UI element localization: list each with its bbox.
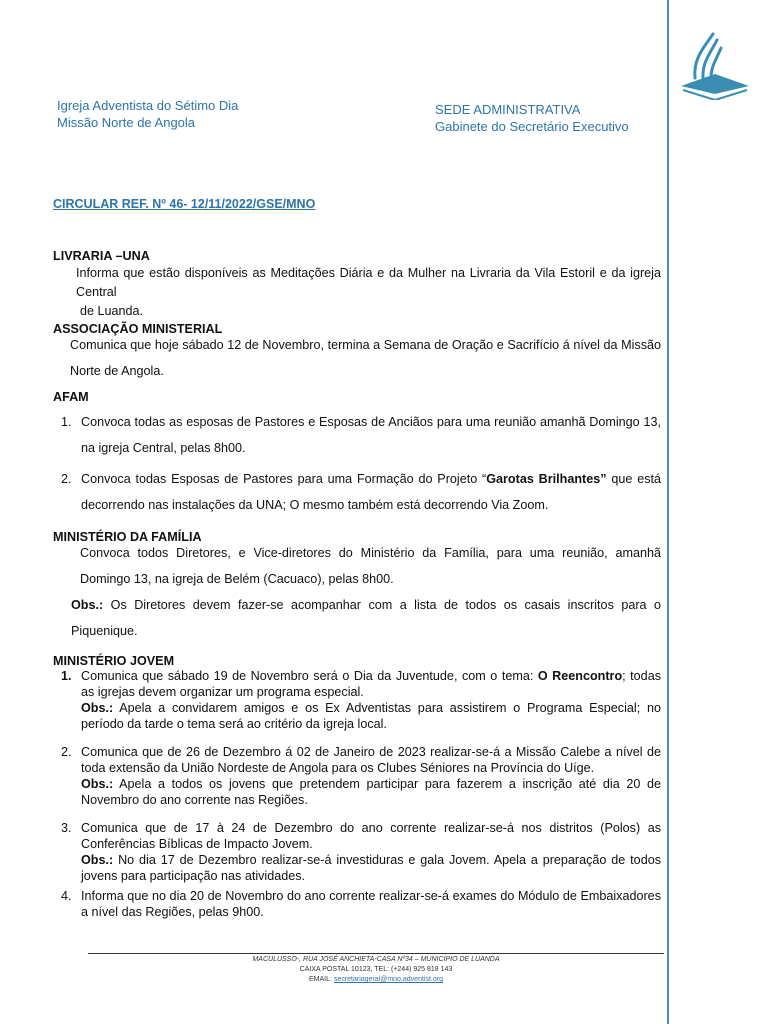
afam-item-2: 2. Convoca todas Esposas de Pastores para uma Formação do Projeto “Garotas Brilhantes” que está decorrendo nas instalações da UNA; O mesmo também está decorrendo Via Zoom. xyxy=(61,472,662,512)
office-block xyxy=(435,101,629,135)
footer-divider xyxy=(88,953,664,954)
margin-rule xyxy=(667,0,669,1024)
jovem-item-1: 1. Comunica que sábado 19 de Novembro será o Dia da Juventude, com o tema: O Reencontro; todas as igrejas devem organizar um programa especial. Obs.: Apela a convidarem amigos e os Ex Adventistas para assistirem o Programa Especial; no período da tarde o tema será ao critério da igreja local. xyxy=(61,669,661,731)
jovem-item-4: 4. Informa que no dia 20 de Novembro do ano corrente realizar-se-á exames do Módulo de Embaixadores a nível das Regiões, pelas 9h00. xyxy=(61,889,661,919)
org-line-1: Igreja Adventista do Sétimo Dia xyxy=(57,98,239,113)
familia-heading: MINISTÉRIO DA FAMÍLIA xyxy=(53,530,202,544)
jovem-heading: MINISTÉRIO JOVEM xyxy=(53,654,175,668)
jovem-item-3: 3. Comunica que de 17 à 24 de Dezembro do ano corrente realizar-se-á nos distritos (Polos) as Conferências Bíblicas de Impacto Jovem. Obs.: No dia 17 de Dezembro realizar-se-á investiduras e gala Jovem. Apela a preparação de todos jovens para participação nas atividades. xyxy=(61,821,661,883)
footer-address: MACULUSSO-, RUA JOSÉ ANCHIETA-CASA Nº34 – MUNICÍPIO DE LUANDA xyxy=(252,956,500,963)
footer-caixa: CAIXA POSTAL 10123, TEL: (+244) 925 818 143 xyxy=(299,966,453,973)
livraria-text-2: de Luanda. xyxy=(80,304,144,318)
familia-text: Convoca todos Diretores, e Vice-diretores do Ministério da Família, para uma reunião, amanhã Domingo 13, na igreja de Belém (Cacuaco), pelas 8h00. xyxy=(80,546,661,586)
document-body xyxy=(53,249,661,920)
organization-block xyxy=(57,97,238,131)
afam-item-1: 1. Convoca todas as esposas de Pastores e Esposas de Anciãos para uma reunião amanhã Domingo 13, na igreja Central, pelas 8h00. xyxy=(61,415,661,455)
associacao-heading: ASSOCIAÇÃO MINISTERIAL xyxy=(53,322,223,336)
associacao-text: Comunica que hoje sábado 12 de Novembro, termina a Semana de Oração e Sacrifício á nível da Missão Norte de Angola. xyxy=(70,338,661,378)
org-line-2: Missão Norte de Angola xyxy=(57,115,196,130)
adventist-flame-logo-icon xyxy=(675,28,755,100)
familia-obs: Obs.: Os Diretores devem fazer-se acompanhar com a lista de todos os casais inscritos para o Piquenique. xyxy=(71,598,661,638)
sede-line-1: SEDE ADMINISTRATIVA xyxy=(435,102,581,117)
footer-email-link[interactable]: secretariageral@mno.adventist.org xyxy=(333,976,443,983)
sede-line-2: Gabinete do Secretário Executivo xyxy=(435,119,629,134)
livraria-text-1: Informa que estão disponíveis as Meditações Diária e da Mulher na Livraria da Vila Estoril e da igreja Central xyxy=(76,266,661,299)
afam-heading: AFAM xyxy=(53,390,89,404)
jovem-item-2: 2. Comunica que de 26 de Dezembro á 02 de Janeiro de 2023 realizar-se-á a Missão Calebe a nível de toda extensão da União Nordeste de Angola para os Clubes Séniores na Província do Uíge. Obs.: Apela a todos os jovens que pretendem participar para fazerem a inscrição até dia 20 de Novembro do ano corrente nas Regiões. xyxy=(61,745,661,807)
circular-reference: CIRCULAR REF. Nº 46- 12/11/2022/GSE/MNO xyxy=(53,197,316,211)
footer xyxy=(88,955,664,985)
livraria-heading: LIVRARIA –UNA xyxy=(53,249,150,263)
footer-email-line: EMAIL: secretariageral@mno.adventist.org xyxy=(309,976,443,983)
